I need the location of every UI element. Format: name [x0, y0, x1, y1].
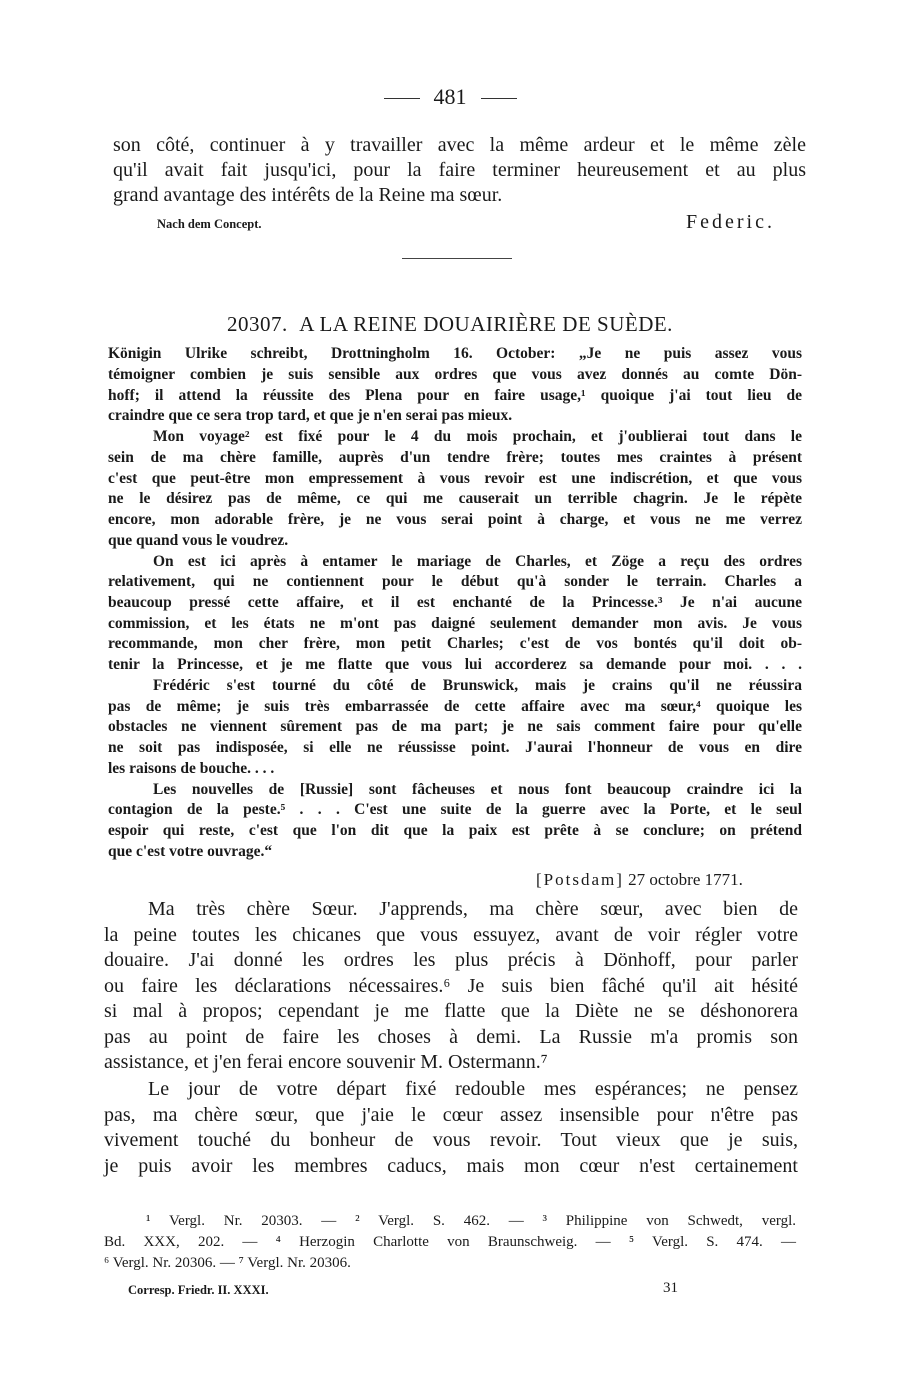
quote-line: les raisons de bouche. . . .	[108, 760, 275, 777]
quote-line: témoigner combien je suis sensible aux ordres que vous avez donnés au comte Dön-	[108, 366, 802, 383]
quote-line: Les nouvelles de [Russie] sont fâcheuses et nous font beaucoup craindre ici la	[153, 781, 802, 798]
body-line: si mal à propos; cependant je me flatte que la Diète ne se déshonorera	[104, 1000, 798, 1022]
dateline-place: [Potsdam]	[536, 870, 624, 889]
footnote-line: Bd. XXX, 202. — ⁴ Herzogin Charlotte von Braunschweig. — ⁵ Vergl. S. 474. —	[104, 1234, 796, 1250]
quote-line: espoir qui reste, c'est que l'on dit que la paix est prête à se conclure; on prétend	[108, 822, 802, 839]
quote-line: sein de ma chère famille, auprès d'un tendre frère; toutes mes craintes à présent	[108, 449, 802, 466]
quote-line: hoff; il attend la réussite des Plena pour en faire usage,¹ quoique j'ai tout lieu de	[108, 387, 802, 404]
quote-line: relativement, qui ne contiennent pour le début qu'à sonder le terrain. Charles a	[108, 573, 802, 590]
quote-line: ne soit pas indisposée, si elle ne réussisse point. J'aurai l'honneur de vous en dire	[108, 739, 802, 756]
letter-heading	[0, 312, 900, 337]
body-line: ou faire les déclarations nécessaires.⁶ Je suis bien fâché qu'il ait hésité	[104, 975, 798, 997]
footnote-line: ⁶ Vergl. Nr. 20306. — ⁷ Vergl. Nr. 20306.	[104, 1255, 351, 1271]
quote-line: ne le désirez pas de même, ce qui me causerait un terrible chagrin. Je le répète	[108, 490, 802, 507]
quote-line: craindre que ce sera trop tard, et que je n'en serai pas mieux.	[108, 407, 513, 424]
page-header	[0, 84, 900, 110]
signature-number: 31	[663, 1280, 678, 1296]
quote-line: On est ici après à entamer le mariage de Charles, et Zöge a reçu des ordres	[153, 553, 802, 570]
footnote-line: ¹ Vergl. Nr. 20303. — ² Vergl. S. 462. — ³ Philippine von Schwedt, vergl.	[146, 1213, 796, 1229]
quote-line: recommande, mon cher frère, mon petit Charles; c'est de vos bontés qu'il doit ob-	[108, 635, 802, 652]
quote-line: beaucoup pressé cette affaire, et il est enchanté de la Princesse.³ Je n'ai aucune	[108, 594, 802, 611]
continuation-line: qu'il avait fait jusqu'ici, pour la faire terminer heureusement et au plus	[113, 159, 806, 181]
quote-line: Frédéric s'est tourné du côté de Brunswick, mais je crains qu'il ne réussira	[153, 677, 802, 694]
body-line: vivement touché du bonheur de vous revoir. Tout vieux que je suis,	[104, 1129, 798, 1151]
signature: Federic.	[686, 211, 775, 233]
source-note: Nach dem Concept.	[157, 217, 262, 231]
body-line: douaire. J'ai donné les ordres les plus précis à Dönhoff, pour parler	[104, 949, 798, 971]
quote-line: encore, mon adorable frère, je ne vous serai point à charge, et vous ne me verrez	[108, 511, 802, 528]
section-divider	[402, 258, 512, 259]
letter-number: 20307.	[227, 312, 288, 336]
quote-line: commission, et les états ne m'ont pas daigné seulement demander mon avis. Je vous	[108, 615, 802, 632]
quote-line: tenir la Princesse, et je me flatte que vous lui accorderez sa demande pour moi. . . .	[108, 656, 802, 673]
continuation-line: grand avantage des intérêts de la Reine ma sœur.	[113, 184, 503, 206]
header-dash-right	[481, 98, 517, 99]
body-line: la peine toutes les chicanes que vous essuyez, avant de voir régler votre	[104, 924, 798, 946]
signature-mark: Corresp. Friedr. II. XXXI.	[128, 1283, 269, 1297]
body-line: assistance, et j'en ferai encore souvenir M. Ostermann.⁷	[104, 1051, 548, 1073]
quote-line: Königin Ulrike schreibt, Drottningholm 16. October: „Je ne puis assez vous	[108, 345, 802, 362]
letter-title: A LA REINE DOUAIRIÈRE DE SUÈDE.	[299, 312, 673, 336]
dateline	[536, 870, 743, 890]
quote-line: c'est que peut-être mon empressement à vous revoir est une indiscrétion, et que vous	[108, 470, 802, 487]
page-number: 481	[433, 84, 467, 109]
body-line: Le jour de votre départ fixé redouble mes espérances; ne pensez	[148, 1078, 798, 1100]
quote-line: que quand vous le voudrez.	[108, 532, 289, 549]
header-dash-left	[384, 98, 420, 99]
quote-line: obstacles ne viennent sûrement pas de ma part; je ne sais comment faire pour qu'elle	[108, 718, 802, 735]
body-line: je puis avoir les membres caducs, mais mon cœur n'est certainement	[104, 1155, 798, 1177]
quote-line: Mon voyage² est fixé pour le 4 du mois prochain, et j'oublierai tout dans le	[153, 428, 802, 445]
quote-line: pas de même; je suis très embarrassée de cette affaire avec ma sœur,⁴ quoique les	[108, 698, 802, 715]
quote-line: contagion de la peste.⁵ . . . C'est une suite de la guerre avec la Porte, et le seul	[108, 801, 802, 818]
quote-line: que c'est votre ouvrage.“	[108, 843, 273, 860]
body-line: pas, ma chère sœur, que j'aie le cœur assez insensible pour n'être pas	[104, 1104, 798, 1126]
dateline-date: 27 octobre 1771.	[628, 870, 743, 889]
body-line: Ma très chère Sœur. J'apprends, ma chère sœur, avec bien de	[148, 898, 798, 920]
continuation-line: son côté, continuer à y travailler avec la même ardeur et le même zèle	[113, 134, 806, 156]
body-line: pas au point de faire les choses à demi. La Russie m'a promis son	[104, 1026, 798, 1048]
